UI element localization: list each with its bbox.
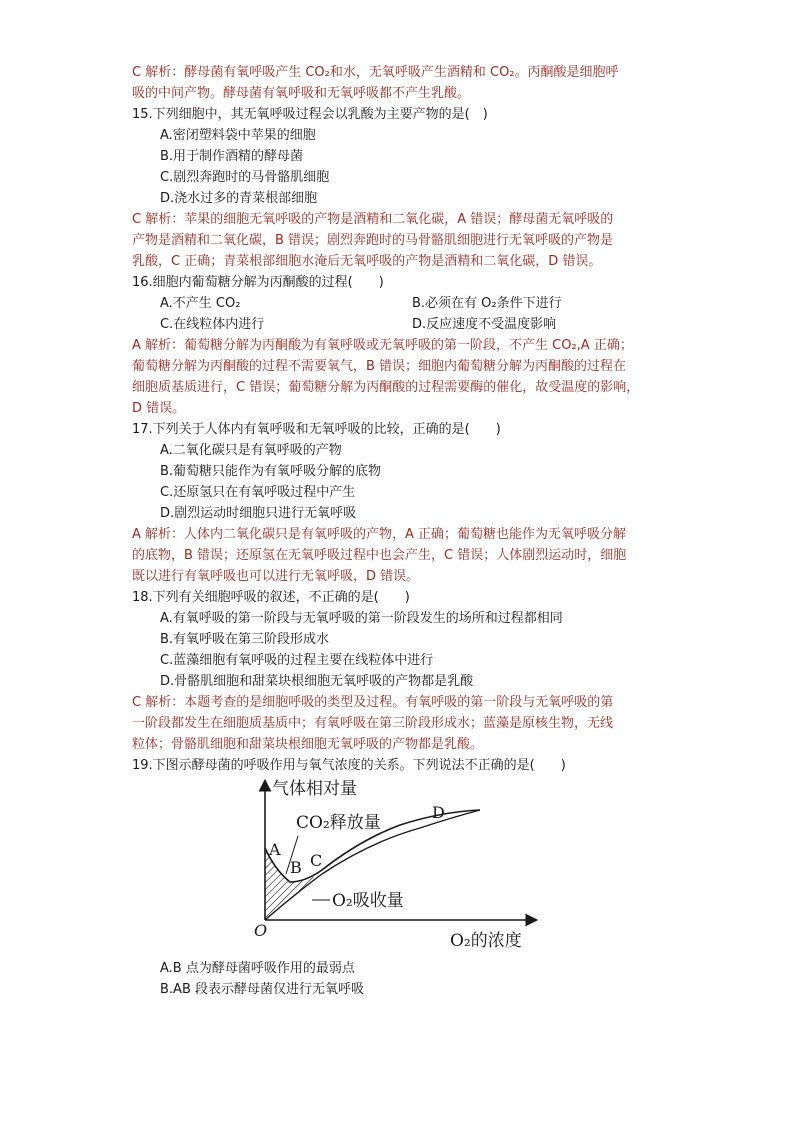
q15-analysis-line-2: 产物是酒精和二氧化碳，B 错误；剧烈奔跑时的马骨骼肌细胞进行无氧呼吸的产物是 xyxy=(132,233,614,248)
q16-options-row-2 xyxy=(132,314,672,335)
q17-option-a: A.二氧化碳只是有氧呼吸的产物 xyxy=(160,443,342,458)
q17-option-c: C.还原氢只在有氧呼吸过程中产生 xyxy=(160,485,356,500)
point-d-label: D xyxy=(432,803,445,822)
point-c-label: C xyxy=(310,851,323,870)
q14-analysis-line-2: 吸的中间产物。酵母菌有氧呼吸和无氧呼吸都不产生乳酸。 xyxy=(132,86,471,101)
q17-analysis-line-3: 既以进行有氧呼吸也可以进行无氧呼吸，D 错误。 xyxy=(132,569,420,584)
q19-option-a: A.B 点为酵母菌呼吸作用的最弱点 xyxy=(160,961,355,976)
q18-analysis-line-2: 一阶段都发生在细胞质基质中；有氧呼吸在第三阶段形成水；蓝藻是原核生物，无线 xyxy=(132,716,614,731)
q18-analysis-line-1: C 解析：本题考查的是细胞呼吸的类型及过程。有氧呼吸的第一阶段与无氧呼吸的第 xyxy=(132,695,614,710)
q18-option-b: B.有氧呼吸在第三阶段形成水 xyxy=(160,632,330,647)
q18-option-d: D.骨骼肌细胞和甜菜块根细胞无氧呼吸的产物都是乳酸 xyxy=(160,674,474,689)
q19-option-b: B.AB 段表示酵母菌仅进行无氧呼吸 xyxy=(160,982,364,997)
co2-curve-label: CO₂释放量 xyxy=(296,813,381,833)
o2-curve-label: O₂吸收量 xyxy=(332,891,404,911)
q19-stem: 19.下图示酵母菌的呼吸作用与氧气浓度的关系。下列说法不正确的是( ) xyxy=(132,758,566,773)
q17-option-b: B.葡萄糖只能作为有氧呼吸分解的底物 xyxy=(160,464,382,479)
q17-analysis-line-2: 的底物，B 错误；还原氢在无氧呼吸过程中也会产生，C 错误；人体剧烈运动时，细胞 xyxy=(132,548,627,563)
point-a-label: A xyxy=(269,840,281,859)
q16-analysis-line-3: 细胞质基质进行，C 错误；葡萄糖分解为丙酮酸的过程需要酶的催化，故受温度的影响， xyxy=(132,380,640,395)
y-axis-label: 气体相对量 xyxy=(272,779,357,799)
q19-figure xyxy=(250,770,550,960)
q17-stem: 17.下列关于人体内有氧呼吸和无氧呼吸的比较，正确的是( ) xyxy=(132,422,501,437)
q19-figure-svg xyxy=(250,770,550,960)
q15-option-d: D.浇水过多的青菜根部细胞 xyxy=(160,191,318,206)
q16-option-d: D.反应速度不受温度影响 xyxy=(412,317,557,332)
q15-analysis-line-1: C 解析：苹果的细胞无氧呼吸的产物是酒精和二氧化碳，A 错误；酵母菌无氧呼吸的 xyxy=(132,212,614,227)
q16-option-b: B.必须在有 O₂条件下进行 xyxy=(412,296,562,311)
q16-option-a: A.不产生 CO₂ xyxy=(160,296,241,311)
q17-analysis-line-1: A 解析：人体内二氧化碳只是有氧呼吸的产物，A 正确；葡萄糖也能作为无氧呼吸分解 xyxy=(132,527,627,542)
q15-stem: 15.下列细胞中，其无氧呼吸过程会以乳酸为主要产物的是( ) xyxy=(132,107,488,122)
q19-options xyxy=(132,958,672,1000)
q15-option-c: C.剧烈奔跑时的马骨骼肌细胞 xyxy=(160,170,330,185)
q18-analysis-line-3: 粒体；骨骼肌细胞和甜菜块根细胞无氧呼吸的产物都是乳酸。 xyxy=(132,737,484,752)
q18-option-c: C.蓝藻细胞有氧呼吸的过程主要在线粒体中进行 xyxy=(160,653,434,668)
q18-option-a: A.有氧呼吸的第一阶段与无氧呼吸的第一阶段发生的场所和过程都相同 xyxy=(160,611,563,626)
q18-stem: 18.下列有关细胞呼吸的叙述，不正确的是( ) xyxy=(132,590,410,605)
q15-option-a: A.密闭塑料袋中苹果的细胞 xyxy=(160,128,316,143)
q16-analysis-line-1: A 解析：葡萄糖分解为丙酮酸为有氧呼吸或无氧呼吸的第一阶段，不产生 CO₂,A 正确； xyxy=(132,338,633,353)
q16-options-row-1 xyxy=(132,293,672,314)
q16-analysis-line-2: 葡萄糖分解为丙酮酸的过程不需要氧气，B 错误；细胞内葡萄糖分解为丙酮酸的过程在 xyxy=(132,359,627,374)
point-b-label: B xyxy=(290,858,302,877)
q16-stem: 16.细胞内葡萄糖分解为丙酮酸的过程( ) xyxy=(132,275,384,290)
q16-option-c: C.在线粒体内进行 xyxy=(160,317,265,332)
q17-option-d: D.剧烈运动时细胞只进行无氧呼吸 xyxy=(160,506,357,521)
x-axis-label: O₂的浓度 xyxy=(450,931,522,951)
question-page xyxy=(132,62,672,776)
q16-analysis-line-4: D 错误。 xyxy=(132,401,186,416)
q15-option-b: B.用于制作酒精的酵母菌 xyxy=(160,149,304,164)
q14-analysis-line-1: C 解析：酵母菌有氧呼吸产生 CO₂和水，无氧呼吸产生酒精和 CO₂。丙酮酸是细胞呼 xyxy=(132,65,619,80)
origin-label: O xyxy=(254,921,268,940)
q15-analysis-line-3: 乳酸，C 正确；青菜根部细胞水淹后无氧呼吸的产物是酒精和二氧化碳，D 错误。 xyxy=(132,254,602,269)
